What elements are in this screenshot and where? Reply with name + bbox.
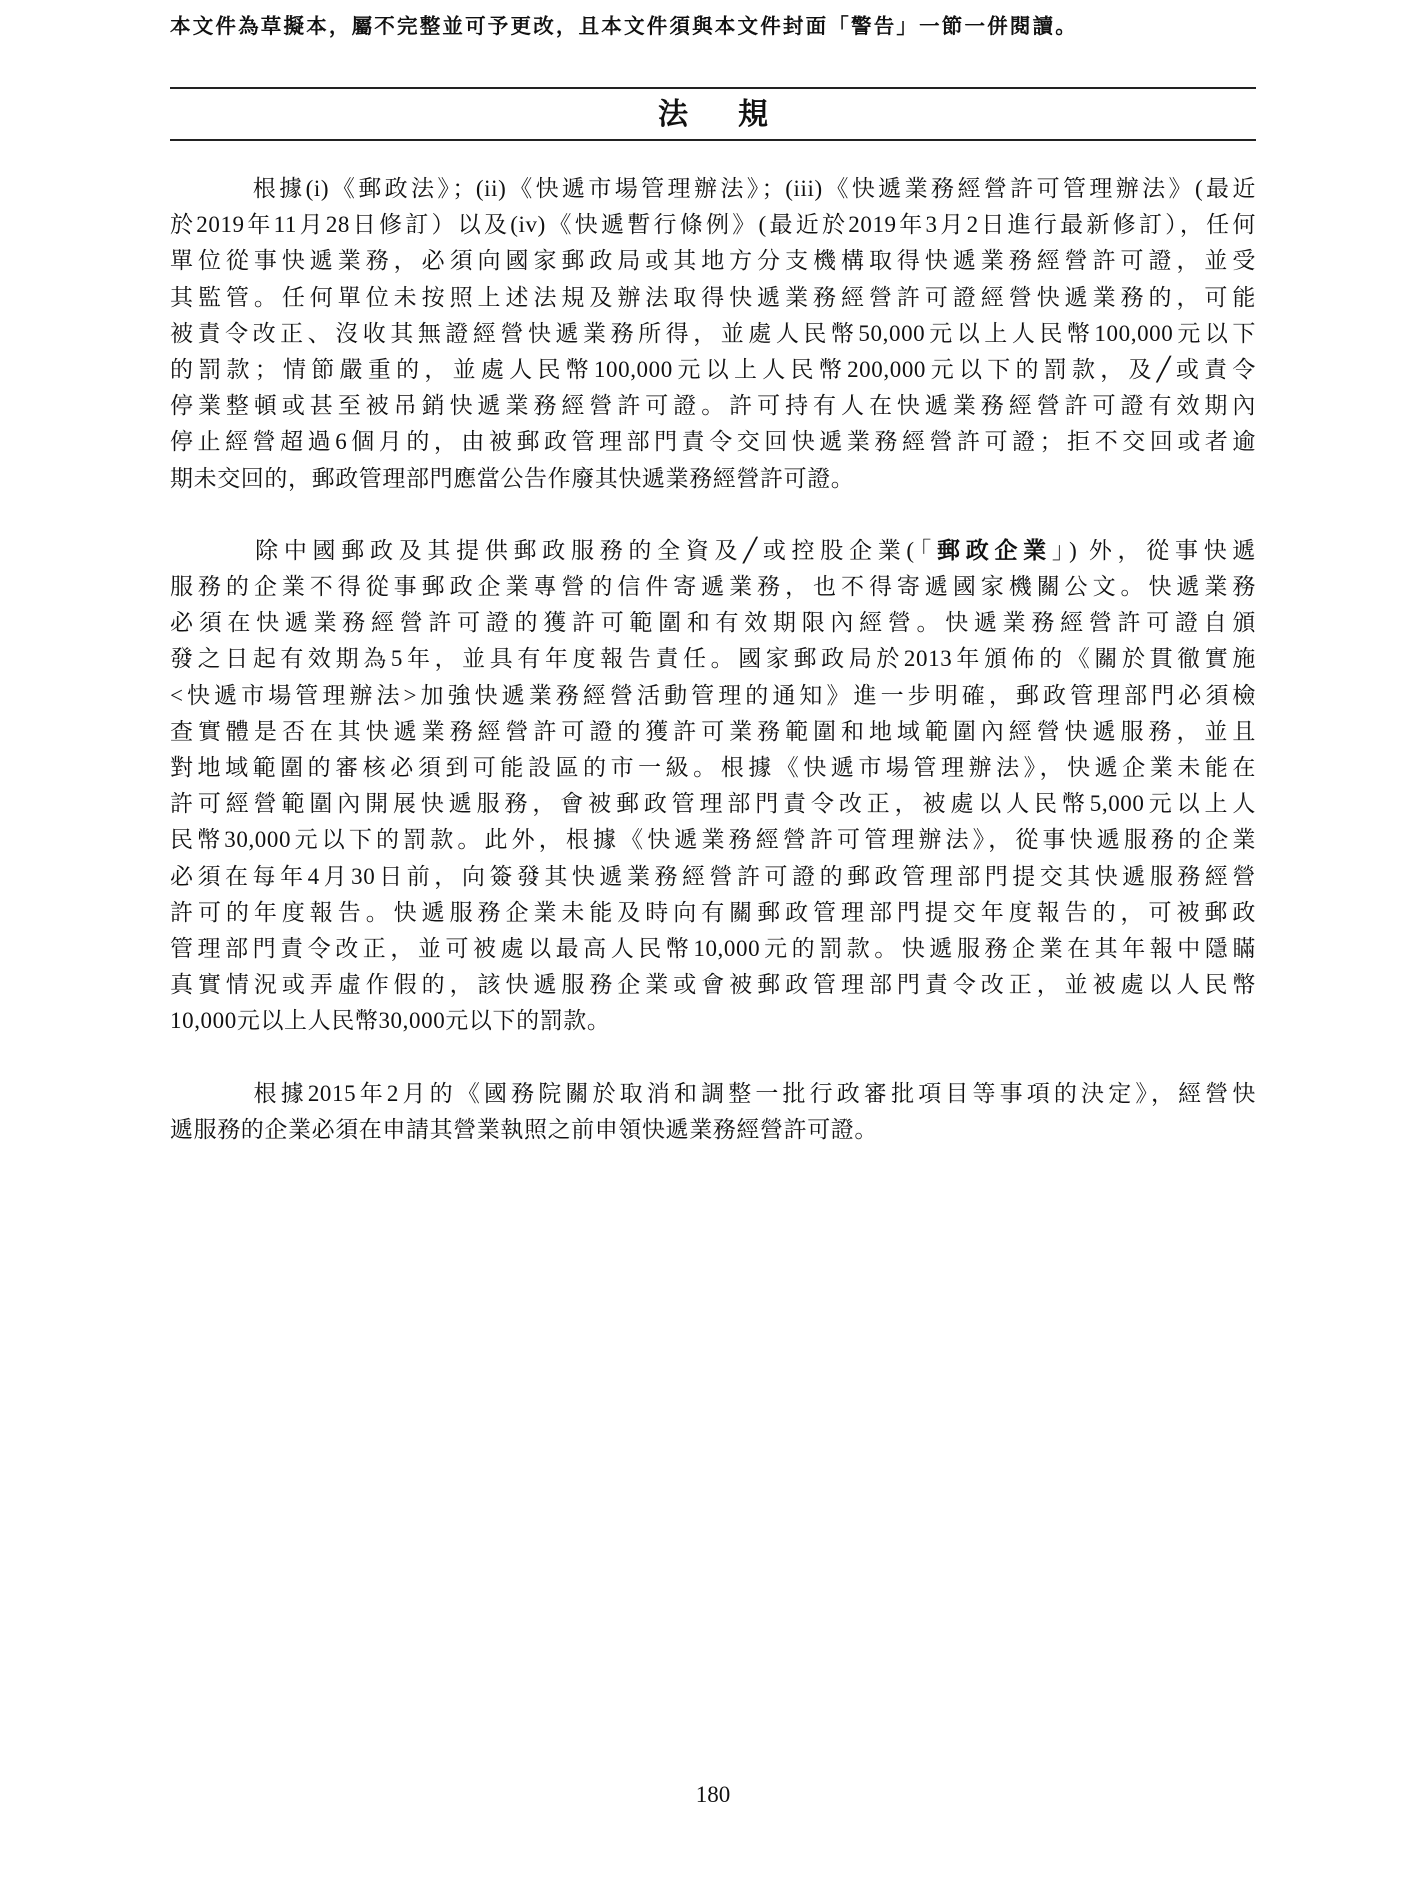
text-line: 發之日起有效期為5年，並具有年度報告責任。國家郵政局於2013年頒佈的《關於貫徹實施 [170,646,1256,672]
text-line-content: 除中國郵政及其提供郵政服務的全資及╱或控股企業(「 [250,537,938,563]
text-line: 必須在快遞業務經營許可證的獲許可範圍和有效期限內經營。快遞業務經營許可證自頒 [170,610,1256,636]
body-text [170,171,1256,1148]
text-line: 停業整頓或甚至被吊銷快遞業務經營許可證。許可持有人在快遞業務經營許可證有效期內 [170,393,1256,419]
text-line: 真實情況或弄虛作假的，該快遞服務企業或會被郵政管理部門責令改正，並被處以人民幣 [170,972,1256,998]
text-line [170,533,1256,569]
text-line: 停止經營超過6個月的，由被郵政管理部門責令交回快遞業務經營許可證；拒不交回或者逾 [170,429,1256,455]
text-line: 遞服務的企業必須在申請其營業執照之前申領快遞業務經營許可證。 [170,1116,878,1142]
text-line: 許可經營範圍內開展快遞服務，會被郵政管理部門責令改正，被處以人民幣5,000元以上人 [170,791,1256,817]
title-rule-top [170,87,1256,89]
text-line-content: 」) 外，從事快遞 [1051,537,1257,563]
text-line-content: 根據(i)《郵政法》；(ii)《快遞市場管理辦法》；(iii)《快遞業務經營許可管理辦法》(最近 [250,176,1256,201]
text-line: 民幣30,000元以下的罰款。此外，根據《快遞業務經營許可管理辦法》，從事快遞服務的企業 [170,827,1256,853]
text-line: 10,000元以上人民幣30,000元以下的罰款。 [170,1008,611,1034]
text-line [170,171,1256,207]
paragraph-3 [170,1076,1256,1148]
text-line: 必須在每年4月30日前，向簽發其快遞業務經營許可證的郵政管理部門提交其快遞服務經營 [170,863,1256,889]
text-line: 對地域範圍的審核必須到可能設區的市一級。根據《快遞市場管理辦法》，快遞企業未能在 [170,755,1256,781]
text-line [170,1076,1256,1112]
defined-term: 郵政企業 [937,537,1052,563]
text-line: 於2019年11月28日修訂）以及(iv)《快遞暫行條例》(最近於2019年3月2日進行最新修訂），任何 [170,212,1256,238]
text-line: <快遞市場管理辦法>加強快遞業務經營活動管理的通知》進一步明確，郵政管理部門必須檢 [170,682,1256,708]
text-line: 期未交回的，郵政管理部門應當公告作廢其快遞業務經營許可證。 [170,465,855,491]
title-rule-bottom [170,139,1256,141]
text-line: 其監管。任何單位未按照上述法規及辦法取得快遞業務經營許可證經營快遞業務的，可能 [170,284,1256,310]
text-line: 被責令改正、沒收其無證經營快遞業務所得，並處人民幣50,000元以上人民幣100,000元以下 [170,320,1256,346]
page-number: 180 [695,1782,731,1807]
text-line-content: 根據2015年2月的《國務院關於取消和調整一批行政審批項目等事項的決定》，經營快 [250,1080,1256,1106]
section-title: 法規 [658,98,818,131]
text-line: 查實體是否在其快遞業務經營許可證的獲許可業務範圍和地域範圍內經營快遞服務，並且 [170,718,1256,744]
text-line: 管理部門責令改正，並可被處以最高人民幣10,000元的罰款。快遞服務企業在其年報中隱瞞 [170,936,1256,962]
paragraph-2 [170,533,1256,1040]
text-line: 服務的企業不得從事郵政企業專營的信件寄遞業務，也不得寄遞國家機關公文。快遞業務 [170,574,1256,600]
draft-disclaimer: 本文件為草擬本，屬不完整並可予更改，且本文件須與本文件封面「警告」一節一併閱讀。 [170,16,1078,38]
paragraph-1 [170,171,1256,497]
text-line: 的罰款；情節嚴重的，並處人民幣100,000元以上人民幣200,000元以下的罰款，及╱或責令 [170,357,1256,383]
text-line: 許可的年度報告。快遞服務企業未能及時向有關郵政管理部門提交年度報告的，可被郵政 [170,899,1256,925]
text-line: 單位從事快遞業務，必須向國家郵政局或其地方分支機構取得快遞業務經營許可證，並受 [170,248,1256,274]
